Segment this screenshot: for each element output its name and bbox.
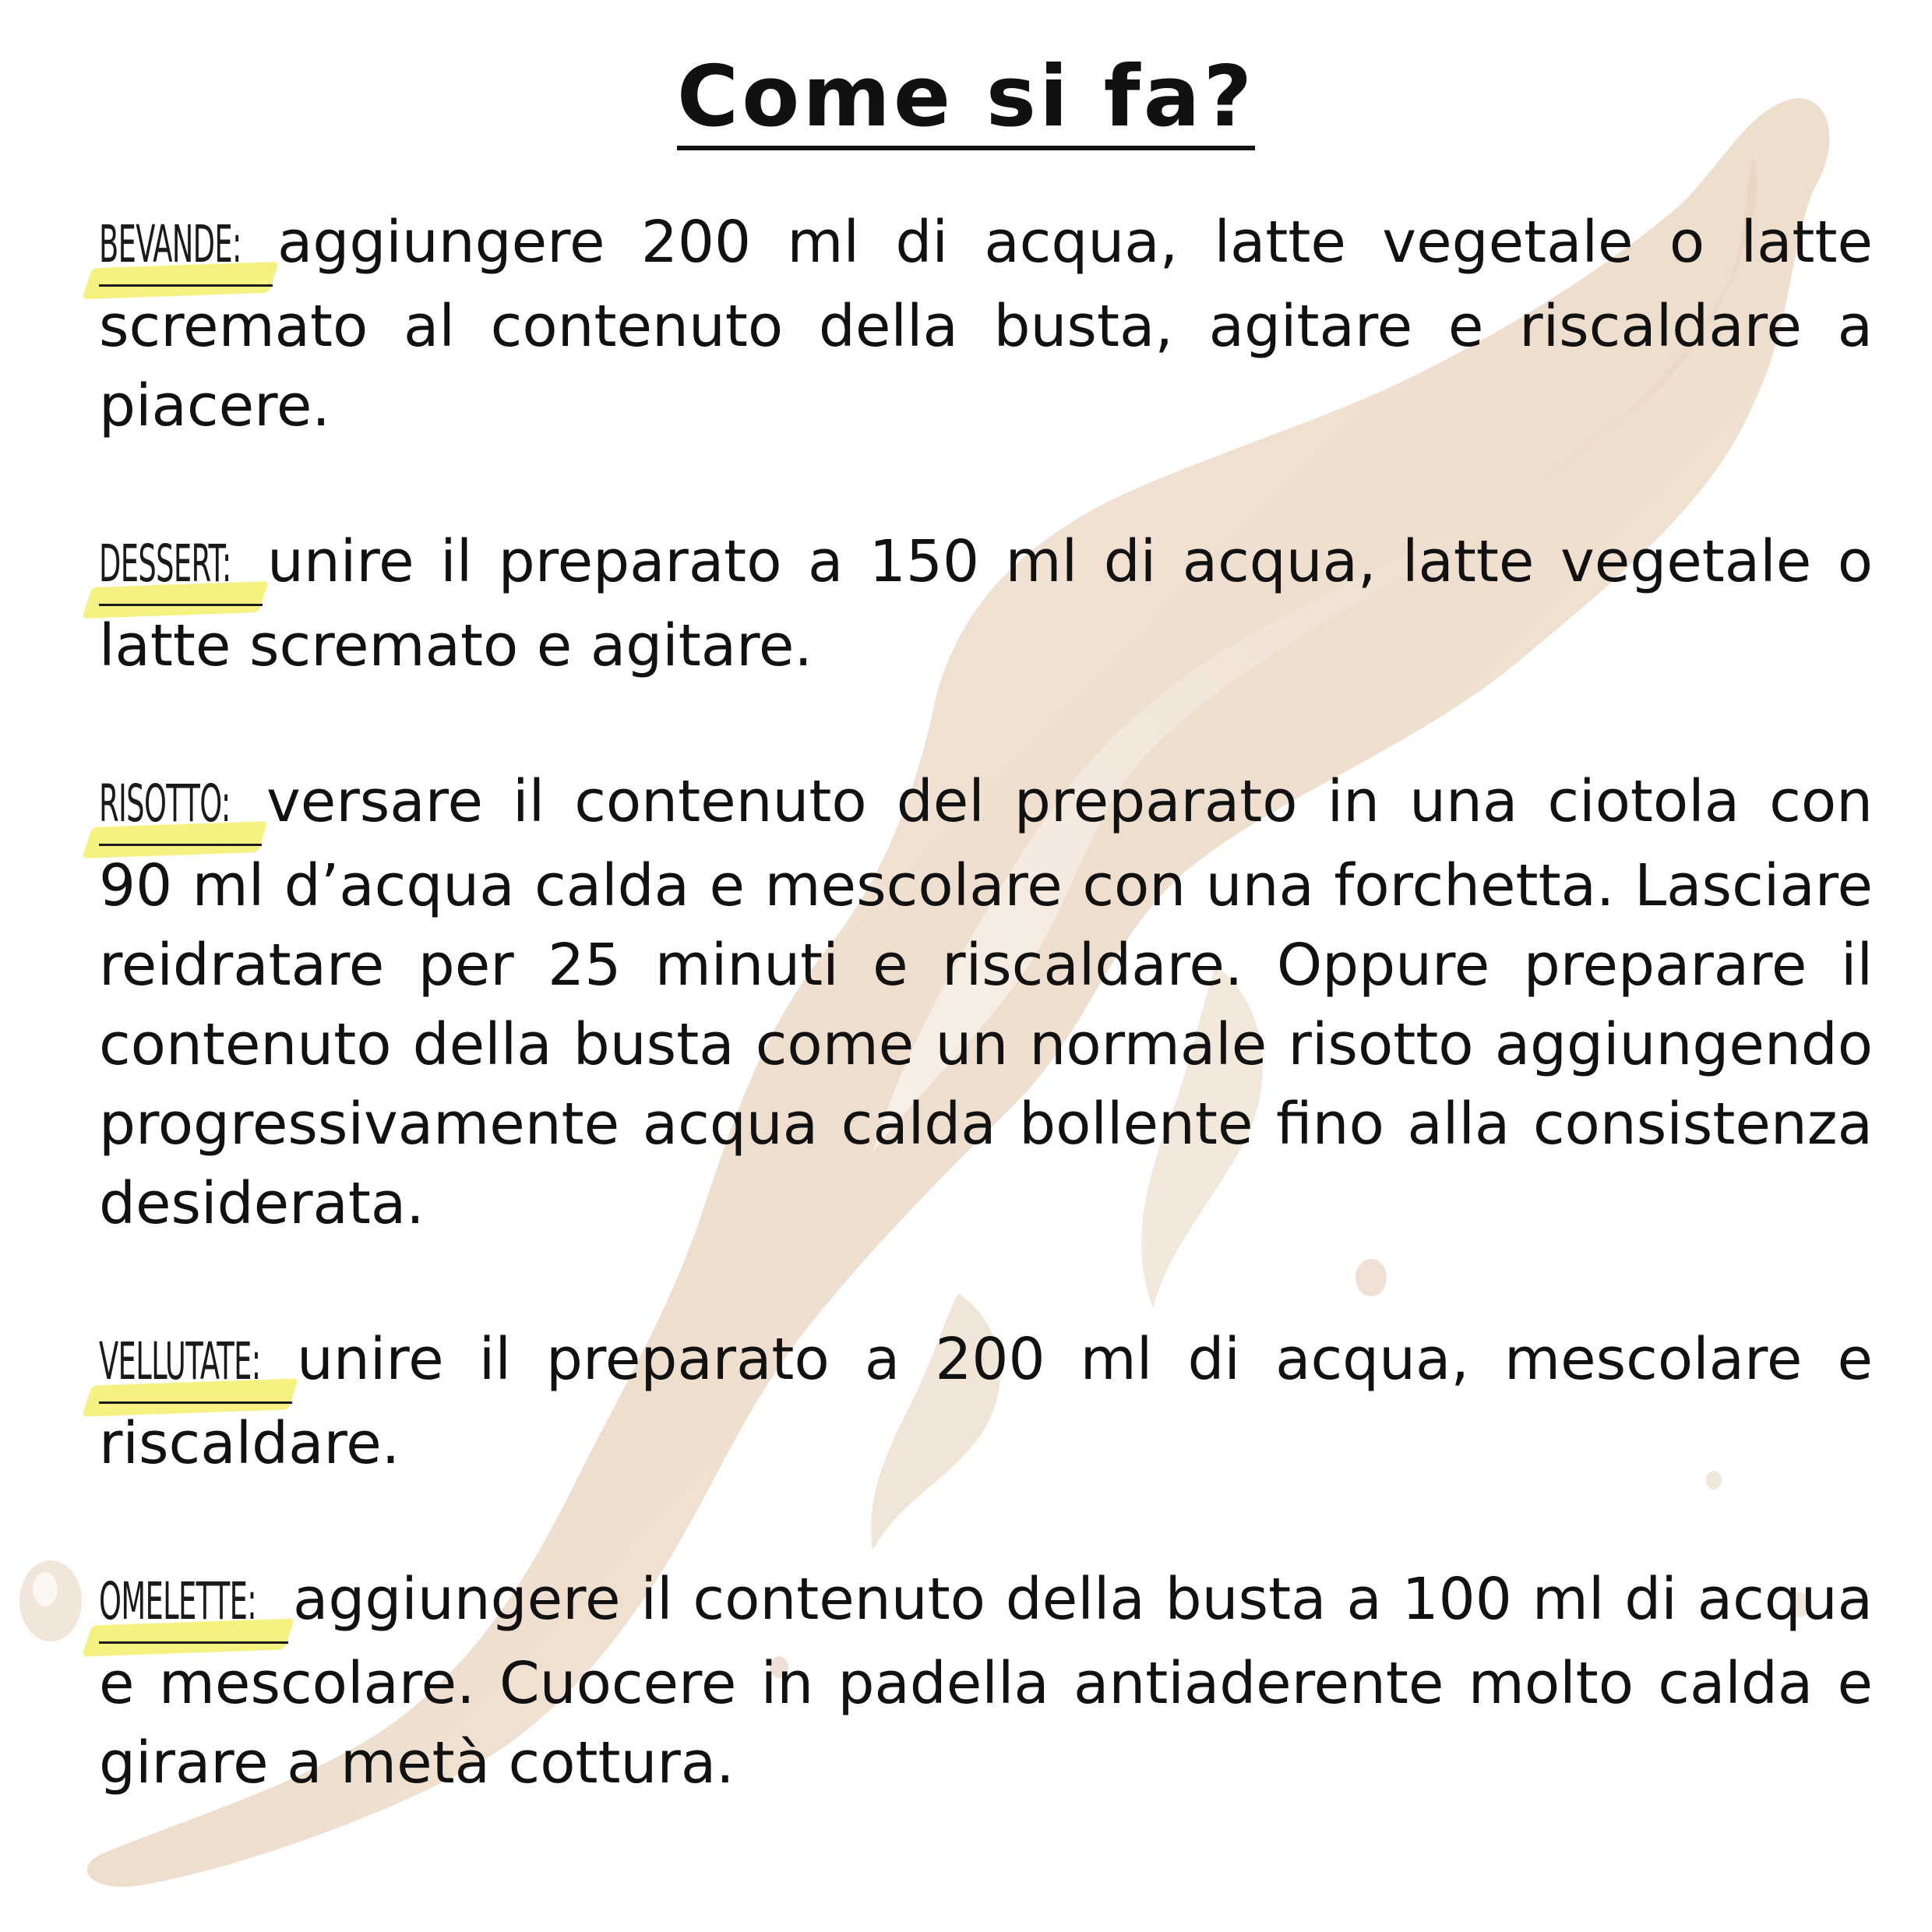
label-vellutate-box (99, 1320, 292, 1404)
page-title-wrap (0, 47, 1932, 148)
label-risotto: RISOTTO: (99, 774, 231, 834)
section-bevande (99, 203, 1873, 446)
label-risotto-wrap (99, 762, 262, 846)
section-vellutate (99, 1320, 1873, 1483)
label-bevande: BEVANDE: (99, 214, 242, 274)
label-omelette: OMELETTE: (99, 1571, 257, 1631)
section-omelette (99, 1560, 1873, 1803)
label-vellutate: VELLUTATE: (99, 1331, 261, 1391)
instructions (99, 203, 1873, 1803)
label-vellutate-wrap (99, 1320, 292, 1404)
label-omelette-box (99, 1560, 288, 1644)
label-dessert-wrap (99, 522, 263, 606)
label-bevande-box (99, 203, 273, 287)
label-dessert: DESSERT: (99, 534, 231, 594)
section-dessert (99, 522, 1873, 686)
page-title: Come si fa? (677, 48, 1255, 150)
text-bevande: aggiungere 200 ml di acqua, latte vegetale o latte scremato al contenuto della busta, agitare e riscaldare a piacere. (99, 209, 1873, 439)
text-vellutate: unire il preparato a 200 ml di acqua, mescolare e riscaldare. (99, 1326, 1873, 1477)
text-dessert: unire il preparato a 150 ml di acqua, latte vegetale o latte scremato e agitare. (99, 528, 1873, 679)
label-bevande-wrap (99, 203, 273, 287)
label-risotto-box (99, 762, 262, 846)
text-risotto: versare il contenuto del preparato in una ciotola con 90 ml d’acqua calda e mescolare con una forchetta. Lasciare reidratare per 25 minuti e riscaldare. Oppure preparare il contenuto della busta come un normale risotto aggiungendo progressivamente acqua calda bollente fino alla consistenza desiderata. (99, 768, 1873, 1237)
label-omelette-wrap (99, 1560, 288, 1644)
section-risotto (99, 762, 1873, 1243)
label-dessert-box (99, 522, 263, 606)
text-omelette: aggiungere il contenuto della busta a 100 ml di acqua e mescolare. Cuocere in padella antiaderente molto calda e girare a metà cottura. (99, 1566, 1873, 1796)
